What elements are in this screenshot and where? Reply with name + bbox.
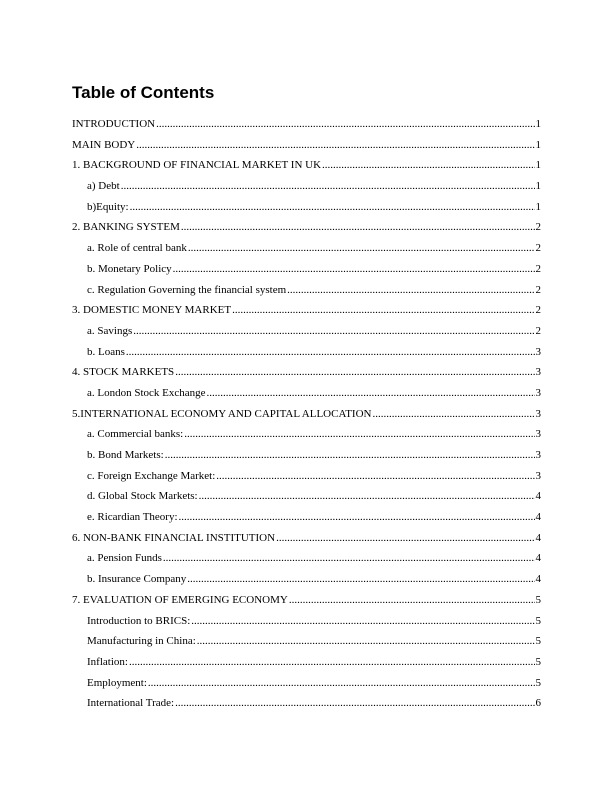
toc-dot-leader (187, 569, 534, 590)
toc-dot-leader (289, 590, 535, 611)
toc-entry-text[interactable]: MAIN BODY (72, 138, 136, 151)
toc-entry-text[interactable]: 2. BANKING SYSTEM (72, 221, 180, 234)
toc-dot-leader (322, 155, 534, 176)
toc-dot-leader (156, 114, 534, 135)
toc-entry-text[interactable]: b. Bond Markets: (87, 449, 164, 461)
toc-dot-leader (184, 424, 534, 445)
toc-page-number[interactable]: 2 (535, 304, 541, 317)
toc-dot-leader (276, 528, 534, 549)
toc-page-number[interactable]: 2 (535, 324, 541, 337)
toc-page-number[interactable]: 3 (535, 449, 541, 461)
toc-page-number[interactable]: 6 (535, 697, 541, 710)
toc-entry-text[interactable]: INTRODUCTION (72, 118, 156, 130)
toc-entry[interactable] (72, 114, 541, 135)
toc-dot-leader (179, 507, 535, 528)
toc-dot-leader (372, 404, 534, 425)
toc-page-number[interactable]: 4 (535, 573, 541, 586)
toc-entry-text[interactable]: a) Debt (87, 180, 120, 193)
toc-entry[interactable] (72, 155, 541, 176)
toc-page-number[interactable]: 4 (535, 552, 541, 565)
toc-entry[interactable] (72, 486, 541, 507)
toc-entry[interactable] (72, 466, 541, 487)
toc-page-number[interactable]: 5 (535, 655, 541, 668)
toc-entry[interactable] (72, 445, 541, 466)
toc-entry[interactable] (72, 631, 541, 652)
toc-title: Table of Contents (72, 83, 215, 102)
toc-dot-leader (163, 548, 535, 569)
toc-page-number[interactable]: 3 (535, 366, 541, 379)
toc-page-number[interactable]: 4 (535, 531, 541, 544)
toc-page-number[interactable]: 2 (535, 283, 541, 296)
toc-entry[interactable] (72, 404, 541, 425)
toc-entry-text[interactable]: International Trade: (87, 697, 175, 710)
toc-dot-leader (136, 135, 534, 156)
toc-entry-text[interactable]: Inflation: (87, 655, 128, 668)
toc-entry-text[interactable]: b. Insurance Company (87, 573, 187, 586)
toc-page-number[interactable]: 3 (535, 428, 541, 441)
toc-dot-leader (148, 673, 535, 694)
toc-entry-text[interactable]: c. Regulation Governing the financial system (87, 283, 287, 296)
toc-entry[interactable] (72, 528, 541, 549)
toc-dot-leader (199, 486, 535, 507)
toc-entry-text[interactable]: a. Commercial banks: (87, 428, 184, 441)
toc-page-number[interactable]: 3 (535, 469, 541, 482)
toc-entry-text[interactable]: 6. NON-BANK FINANCIAL INSTITUTION (72, 531, 276, 544)
toc-entry[interactable] (72, 135, 541, 156)
toc-page-number[interactable]: 5 (535, 614, 541, 627)
toc-entry[interactable] (72, 197, 541, 218)
toc-page-number[interactable]: 2 (535, 242, 541, 255)
toc-entry-text[interactable]: b. Monetary Policy (87, 262, 172, 275)
toc-dot-leader (133, 321, 534, 342)
toc-page-number[interactable]: 2 (535, 221, 541, 234)
toc-dot-leader (129, 652, 535, 673)
toc-entry[interactable] (72, 569, 541, 590)
toc-dot-leader (175, 362, 534, 383)
toc-entry-text[interactable]: 7. EVALUATION OF EMERGING ECONOMY (72, 593, 288, 606)
toc-page-number[interactable]: 3 (535, 407, 541, 420)
toc-page-number[interactable]: 2 (535, 262, 541, 275)
toc-page-number[interactable]: 1 (535, 200, 541, 213)
toc-entry[interactable] (72, 548, 541, 569)
toc-dot-leader (173, 259, 535, 280)
toc-dot-leader (207, 383, 535, 404)
toc-page-number[interactable]: 4 (535, 511, 541, 524)
toc-entry[interactable] (72, 217, 541, 238)
toc-dot-leader (130, 197, 535, 218)
toc-list (72, 114, 541, 714)
toc-dot-leader (175, 693, 534, 714)
toc-entry-text[interactable]: c. Foreign Exchange Market: (87, 469, 216, 482)
toc-entry[interactable] (72, 238, 541, 259)
toc-page-number[interactable]: 1 (535, 159, 541, 172)
toc-dot-leader (181, 217, 535, 238)
toc-page-number[interactable]: 1 (535, 118, 541, 130)
toc-page-number[interactable]: 3 (535, 386, 541, 399)
toc-entry[interactable] (72, 342, 541, 363)
toc-entry[interactable] (72, 280, 541, 301)
toc-entry[interactable] (72, 321, 541, 342)
toc-entry[interactable] (72, 424, 541, 445)
toc-entry[interactable] (72, 673, 541, 694)
toc-dot-leader (197, 631, 535, 652)
toc-entry[interactable] (72, 176, 541, 197)
toc-entry-text[interactable]: a. London Stock Exchange (87, 386, 206, 399)
toc-entry-text[interactable]: Manufacturing in China: (87, 635, 196, 648)
toc-page-number[interactable]: 4 (535, 490, 541, 503)
toc-entry-text[interactable]: b. Loans (87, 345, 125, 358)
toc-entry-text[interactable]: a. Savings (87, 324, 133, 337)
toc-entry[interactable] (72, 507, 541, 528)
toc-entry-text[interactable]: a. Role of central bank (87, 242, 187, 255)
toc-page-number[interactable]: 5 (535, 635, 541, 648)
toc-entry[interactable] (72, 652, 541, 673)
toc-entry-text[interactable]: 1. BACKGROUND OF FINANCIAL MARKET IN UK (72, 159, 322, 172)
toc-dot-leader (216, 466, 534, 487)
toc-entry-text[interactable]: Employment: (87, 676, 147, 689)
toc-page-number[interactable]: 5 (535, 676, 541, 689)
toc-entry[interactable] (72, 611, 541, 632)
toc-entry-text[interactable]: 3. DOMESTIC MONEY MARKET (72, 304, 232, 317)
toc-page-number[interactable]: 5 (535, 593, 541, 606)
toc-entry[interactable] (72, 300, 541, 321)
toc-dot-leader (191, 611, 534, 632)
toc-entry-text[interactable]: e. Ricardian Theory: (87, 511, 178, 524)
toc-entry[interactable] (72, 259, 541, 280)
toc-page-number[interactable]: 1 (535, 138, 541, 151)
toc-entry-text[interactable]: a. Pension Funds (87, 552, 162, 565)
toc-dot-leader (121, 176, 535, 197)
toc-entry[interactable] (72, 693, 541, 714)
toc-dot-leader (165, 445, 535, 466)
toc-entry-text[interactable]: b)Equity: (87, 200, 129, 213)
toc-dot-leader (126, 342, 535, 363)
toc-entry[interactable] (72, 383, 541, 404)
toc-page-number[interactable]: 3 (535, 345, 541, 358)
toc-entry-text[interactable]: 5.INTERNATIONAL ECONOMY AND CAPITAL ALLOCATION (72, 407, 372, 420)
toc-entry[interactable] (72, 590, 541, 611)
toc-entry-text[interactable]: 4. STOCK MARKETS (72, 366, 175, 379)
toc-dot-leader (232, 300, 534, 321)
toc-entry[interactable] (72, 362, 541, 383)
toc-dot-leader (188, 238, 535, 259)
toc-dot-leader (287, 280, 534, 301)
toc-entry-text[interactable]: Introduction to BRICS: (87, 614, 191, 627)
toc-page-number[interactable]: 1 (535, 180, 541, 193)
toc-entry-text[interactable]: d. Global Stock Markets: (87, 490, 198, 503)
